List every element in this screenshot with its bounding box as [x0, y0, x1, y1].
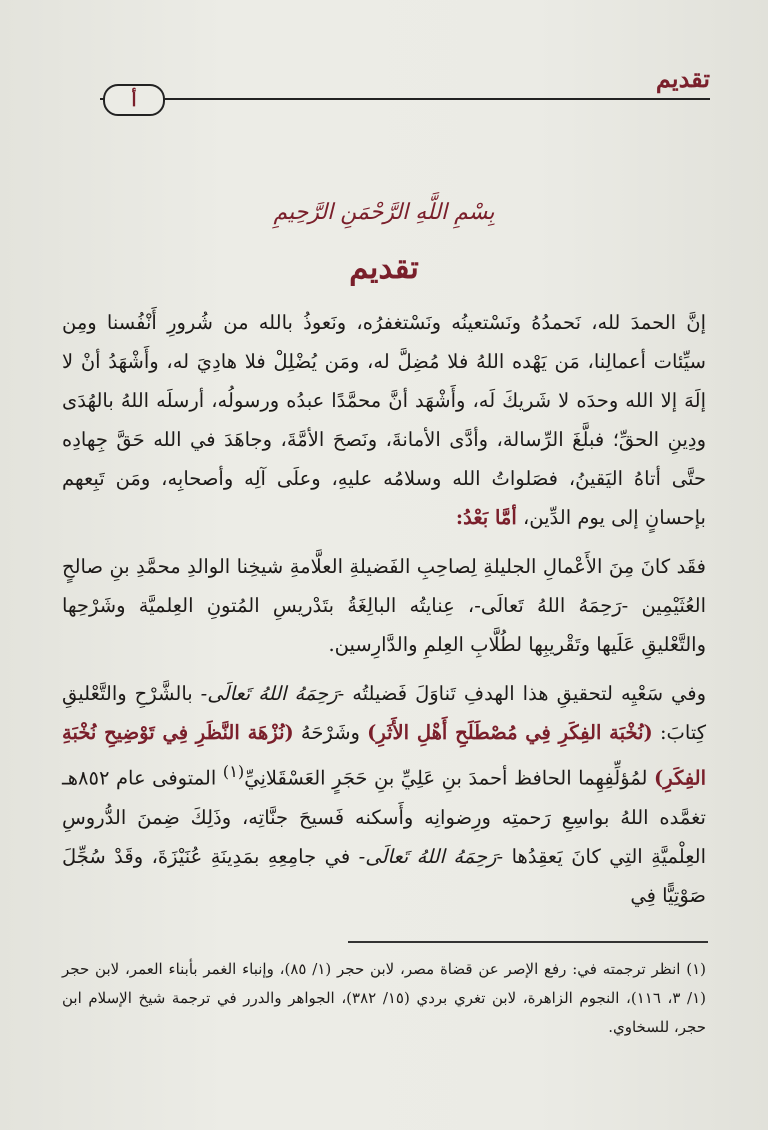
footnote-rule — [348, 941, 708, 943]
paragraph-books — [62, 674, 706, 915]
running-header-title: تقديم — [655, 64, 710, 93]
paragraph-books-part4: لمُؤلِّفِهِما الحافظ أحمدَ بنِ عَلِيِّ بنِ حَجَرٍ العَسْقَلانِيِّ — [244, 766, 655, 790]
paragraph-intro: فقَد كانَ مِنَ الأَعْمالِ الجليلةِ لِصاحِبِ الفَضيلةِ العلَّامةِ شيخِنا الوالدِ محمَّدِ بنِ صالحٍ العُثَيْمِين -رَحِمَهُ اللهُ تَعالَى-، عِنايتُه البالِغَةُ بتَدْريسِ المُتونِ العِلميَّة وشَرْحِها والتَّعْليقِ عَلَيها وتَقْريبِها لطُلَّابِ العِلمِ والدَّارِسين. — [62, 555, 706, 656]
page-number — [103, 84, 165, 116]
paragraph-books-part3: وشَرْحَهُ — [293, 721, 368, 744]
basmala: بِسْمِ اللَّهِ الرَّحْمَنِ الرَّحِيمِ — [273, 200, 495, 225]
paragraph-books-part6: في جامِعِهِ بمَدِينَةِ عُنَيْزَةَ، وقَدْ سُجِّلَ صَوْتِيًّا فِي — [62, 844, 706, 907]
body-text — [62, 303, 706, 915]
paragraph-books-part1: وفي سَعْيِه لتحقيقِ هذا الهدفِ تَناوَلَ فَضيلتُه — [344, 682, 707, 705]
page-number-label: أ — [131, 89, 137, 111]
footnote-text: (١) انظر ترجمته في: رفع الإصر عن قضاة مصر، لابن حجر (١/ ٨٥)، وإنباء الغمر بأبناء العمر، لابن حجر (١/ ٣، ١١٦)، النجوم الزاهرة، لابن تغري بردي (١٥/ ٣٨٢)، الجواهر والدرر في ترجمة شيخ الإسلام ابن حجر، للسخاوي. — [62, 960, 706, 1036]
section-title: تقديم — [349, 250, 419, 286]
paragraph-books-part2: بالشَّرْحِ والتَّعْليقِ كِتابَ: — [62, 682, 706, 744]
paragraph-books-part5: المتوفى عام ٨٥٢هـ تغمَّده اللهُ بواسِعِ رَحمتِه ورِضوانِه وأَسكنه فَسيحَ جنَّاتِه، وذَلِكَ ضِمنَ الدُّروسِ العِلْميَّةِ التِي كانَ يَعقِدُها — [62, 766, 706, 868]
book-title-nukhba: (نُخْبَة الفِكَرِ فِي مُصْطَلَحِ أَهْلِ الأَثَرِ) — [367, 721, 653, 744]
rahimahu-phrase-2: -رَحِمَهُ اللهُ تَعالَى- — [358, 844, 504, 868]
header-rule — [100, 98, 710, 100]
footnote — [62, 955, 706, 1042]
book-title-nuzha: (نُزْهَة النَّظَرِ فِي تَوْضِيحِ نُخْبَةِ الفِكَرِ) — [62, 721, 706, 790]
rahimahu-phrase: -رَحِمَهُ اللهُ تَعالَى- — [200, 682, 345, 705]
amma-bad: أمَّا بَعْدُ: — [455, 506, 517, 529]
footnote-reference: (١) — [222, 762, 245, 781]
paragraph-opening — [62, 303, 706, 537]
paragraph-opening-text: إنَّ الحمدَ لله، نَحمدُهُ ونَسْتعينُه ونَسْتغفرُه، ونَعوذُ بالله من شُرورِ أَنْفُسنا ومِن سيِّئات أعمالِنا، مَن يَهْده اللهُ فلا مُضِلَّ له، ومَن يُضْلِلْ فلا هادِيَ له، وأَشْهَدُ أنْ لا إلَهَ إلا الله وحدَه لا شَريكَ لَه، وأَشْهَد أنَّ محمَّدًا عبدُه ورسولُه، أرسلَه اللهُ بالهُدَى ودِينِ الحقِّ؛ فبلَّغَ الرِّسالة، وأدَّى الأمانةَ، ونَصحَ الأمَّةَ، وجاهَدَ في الله حَقَّ جِهادِه حتَّى أتاهُ اليَقينُ، فصَلواتُ الله وسلامُه عليهِ، وعلَى آلِه وأصحابِه، ومَن تَبِعهم بإحسانٍ إلى يوم الدِّين، — [62, 311, 706, 529]
